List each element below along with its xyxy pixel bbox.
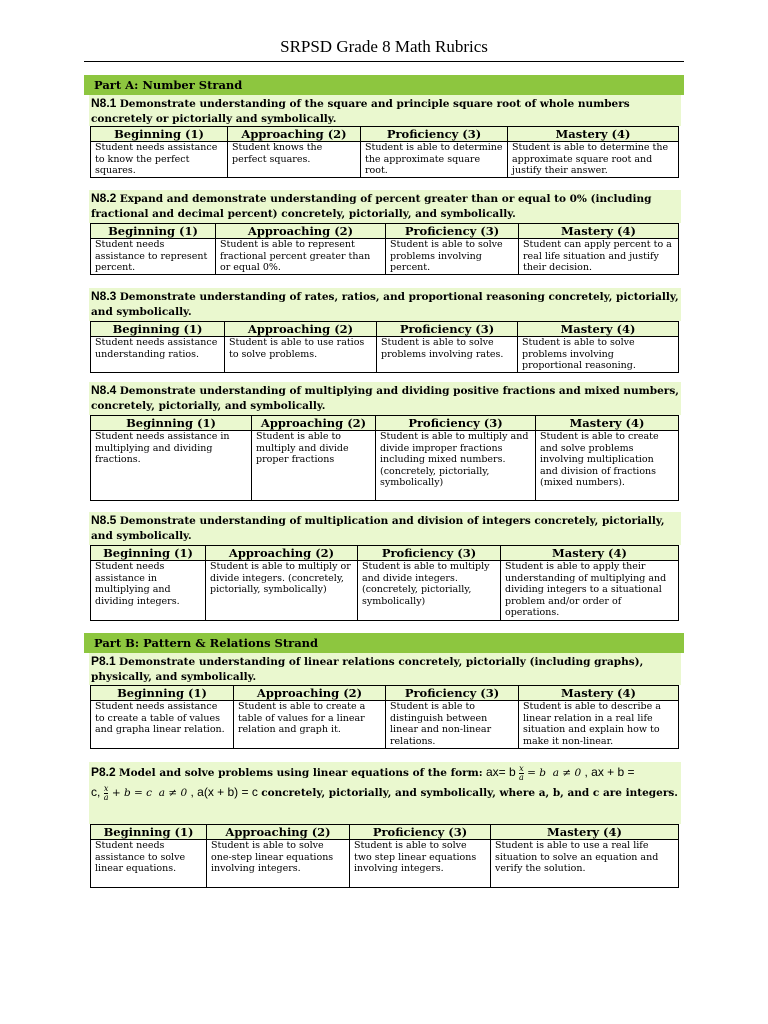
rubric-cell: Student is able to apply their understanding of multiplying and dividing integers to a situational problem and/or order of operations. bbox=[501, 561, 679, 621]
equation-term: , a(x + b) = c bbox=[190, 785, 258, 799]
rubric-table-n8-5 bbox=[90, 545, 679, 621]
outcome-code: P8.1 bbox=[91, 654, 116, 668]
rubric-cell: Student is able to use ratios to solve problems. bbox=[225, 337, 377, 373]
rubric-cell: Student knows the perfect squares. bbox=[228, 142, 361, 178]
rubric-cell: Student is able to solve two step linear equations involving integers. bbox=[350, 840, 491, 888]
rubric-cell: Student is able to create and solve problems involving multiplication and division of fractions (mixed numbers). bbox=[536, 431, 679, 501]
outcome-text: Demonstrate understanding of rates, ratios, and proportional reasoning concretely, pictorially, and symbolically. bbox=[91, 291, 679, 318]
rubric-cell: Student is able to distinguish between linear and non-linear relations. bbox=[386, 701, 519, 749]
level-header: Approaching (2) bbox=[234, 686, 386, 701]
page-title: SRPSD Grade 8 Math Rubrics bbox=[280, 37, 488, 56]
level-header: Mastery (4) bbox=[519, 686, 679, 701]
level-header: Proficiency (3) bbox=[386, 686, 519, 701]
fraction-numerator: x bbox=[519, 763, 524, 773]
rubric-table-n8-4 bbox=[90, 415, 679, 501]
rubric-cell: Student is able to multiply and divide proper fractions bbox=[252, 431, 376, 501]
fraction-x-over-a bbox=[519, 765, 524, 782]
level-header: Mastery (4) bbox=[508, 127, 679, 142]
equation-term: ax= b bbox=[486, 765, 516, 779]
equation-term: c, bbox=[91, 785, 101, 799]
outcome-code: N8.5 bbox=[91, 513, 117, 527]
fraction-denominator: a bbox=[103, 792, 109, 802]
level-header: Approaching (2) bbox=[228, 127, 361, 142]
rubric-cell: Student needs assistance in multiplying and dividing integers. bbox=[91, 561, 206, 621]
level-header: Proficiency (3) bbox=[350, 825, 491, 840]
outcome-text: Expand and demonstrate understanding of percent greater than or equal to 0% (including fractional and decimal percent) concretely, pictorially, and symbolically. bbox=[91, 193, 652, 220]
outcome-text-end: concretely, pictorially, and symbolically, where a, b, and c are integers. bbox=[261, 787, 678, 799]
level-header: Beginning (1) bbox=[91, 322, 225, 337]
outcome-text: Demonstrate understanding of linear relations concretely, pictorially (including graphs), physically, and symbolically. bbox=[91, 656, 644, 683]
level-header: Beginning (1) bbox=[91, 416, 252, 431]
rubric-cell: Student is able to multiply and divide integers. (concretely, pictorially, symbolically) bbox=[358, 561, 501, 621]
rubric-cell: Student is able to use a real life situation to solve an equation and verify the solution. bbox=[491, 840, 679, 888]
part-a-heading: Part A: Number Strand bbox=[84, 75, 684, 95]
outcome-code: P8.2 bbox=[91, 765, 116, 779]
level-header: Mastery (4) bbox=[518, 322, 679, 337]
outcome-n8-2 bbox=[89, 190, 681, 223]
equation-condition: a ≠ 0 bbox=[158, 787, 188, 799]
equation-term: = b bbox=[527, 767, 547, 779]
rubric-cell: Student needs assistance to know the perfect squares. bbox=[91, 142, 228, 178]
rubric-cell: Student is able to solve problems involving proportional reasoning. bbox=[518, 337, 679, 373]
level-header: Beginning (1) bbox=[91, 546, 206, 561]
level-header: Approaching (2) bbox=[252, 416, 376, 431]
level-header: Approaching (2) bbox=[225, 322, 377, 337]
rubric-table-p8-1 bbox=[90, 685, 679, 749]
level-header: Beginning (1) bbox=[91, 127, 228, 142]
rubric-table-n8-2 bbox=[90, 223, 679, 275]
outcome-p8-2 bbox=[89, 762, 681, 824]
level-header: Proficiency (3) bbox=[361, 127, 508, 142]
outcome-code: N8.2 bbox=[91, 191, 117, 205]
rubric-cell: Student is able to determine the approximate square root and justify their answer. bbox=[508, 142, 679, 178]
rubric-cell: Student is able to multiply and divide improper fractions including mixed numbers. (concretely, pictorially, symbolically) bbox=[376, 431, 536, 501]
rubric-cell: Student is able to create a table of values for a linear relation and graph it. bbox=[234, 701, 386, 749]
rubric-cell: Student is able to represent fractional percent greater than or equal 0%. bbox=[216, 239, 386, 275]
fraction-denominator: a bbox=[519, 772, 524, 782]
level-header: Beginning (1) bbox=[91, 686, 234, 701]
rubric-cell: Student is able to solve one-step linear equations involving integers. bbox=[207, 840, 350, 888]
rubric-cell: Student needs assistance understanding ratios. bbox=[91, 337, 225, 373]
outcome-text-start: Model and solve problems using linear equations of the form: bbox=[119, 767, 483, 779]
equation-term: , ax + b = bbox=[584, 765, 635, 779]
level-header: Mastery (4) bbox=[501, 546, 679, 561]
fraction-numerator: x bbox=[103, 783, 109, 793]
rubric-cell: Student needs assistance in multiplying and dividing fractions. bbox=[91, 431, 252, 501]
level-header: Mastery (4) bbox=[536, 416, 679, 431]
part-b-heading: Part B: Pattern & Relations Strand bbox=[84, 633, 684, 653]
rubric-table-p8-2 bbox=[90, 824, 679, 888]
outcome-n8-4 bbox=[89, 382, 681, 415]
outcome-n8-3 bbox=[89, 288, 681, 321]
outcome-p8-1 bbox=[89, 653, 681, 685]
outcome-code: N8.3 bbox=[91, 289, 117, 303]
rubric-cell: Student needs assistance to create a table of values and grapha linear relation. bbox=[91, 701, 234, 749]
rubric-cell: Student is able to solve problems involving rates. bbox=[377, 337, 518, 373]
rubric-table-n8-3 bbox=[90, 321, 679, 373]
outcome-code: N8.4 bbox=[91, 383, 117, 397]
rubric-cell: Student needs assistance to represent percent. bbox=[91, 239, 216, 275]
level-header: Proficiency (3) bbox=[386, 224, 519, 239]
level-header: Approaching (2) bbox=[207, 825, 350, 840]
level-header: Beginning (1) bbox=[91, 224, 216, 239]
level-header: Mastery (4) bbox=[491, 825, 679, 840]
outcome-n8-5 bbox=[89, 512, 681, 545]
title-divider bbox=[84, 61, 684, 62]
outcome-text: Demonstrate understanding of multiplication and division of integers concretely, pictorially, and symbolically. bbox=[91, 515, 665, 542]
outcome-code: N8.1 bbox=[91, 96, 117, 110]
rubric-cell: Student can apply percent to a real life situation and justify their decision. bbox=[519, 239, 679, 275]
level-header: Beginning (1) bbox=[91, 825, 207, 840]
rubric-table-n8-1 bbox=[90, 126, 679, 178]
equation-term: + b = c bbox=[111, 787, 153, 799]
outcome-text: Demonstrate understanding of the square and principle square root of whole numbers concretely or pictorially and symbolically. bbox=[91, 98, 630, 125]
level-header: Mastery (4) bbox=[519, 224, 679, 239]
level-header: Proficiency (3) bbox=[358, 546, 501, 561]
outcome-n8-1 bbox=[89, 95, 681, 126]
rubric-cell: Student needs assistance to solve linear equations. bbox=[91, 840, 207, 888]
rubric-cell: Student is able to multiply or divide integers. (concretely, pictorially, symbolically) bbox=[206, 561, 358, 621]
rubric-cell: Student is able to solve problems involving percent. bbox=[386, 239, 519, 275]
rubric-cell: Student is able to determine the approximate square root. bbox=[361, 142, 508, 178]
level-header: Approaching (2) bbox=[206, 546, 358, 561]
level-header: Proficiency (3) bbox=[377, 322, 518, 337]
fraction-x-over-a bbox=[104, 785, 109, 802]
level-header: Approaching (2) bbox=[216, 224, 386, 239]
outcome-text: Demonstrate understanding of multiplying and dividing positive fractions and mixed numbers, concretely, pictorially, and symbolically. bbox=[91, 385, 679, 412]
rubric-cell: Student is able to describe a linear relation in a real life situation and explain how to make it non-linear. bbox=[519, 701, 679, 749]
level-header: Proficiency (3) bbox=[376, 416, 536, 431]
equation-condition: a ≠ 0 bbox=[552, 767, 582, 779]
